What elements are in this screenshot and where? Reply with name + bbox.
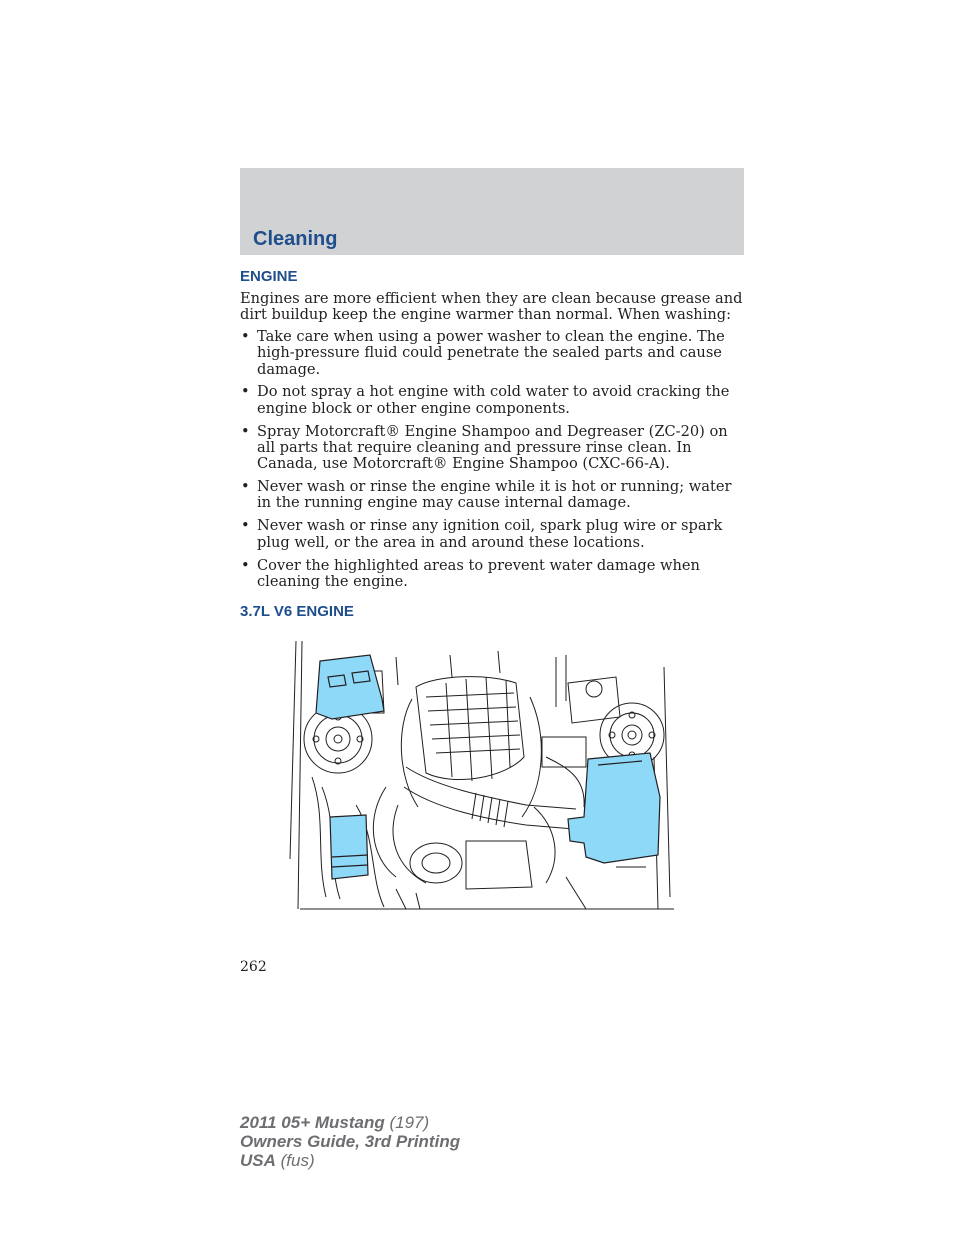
- bullet-icon: •: [241, 556, 250, 574]
- bullet-icon: •: [241, 383, 250, 401]
- bullet-icon: •: [241, 478, 250, 496]
- section-title: Cleaning: [253, 228, 338, 250]
- list-item: [240, 558, 746, 591]
- list-item-text: Cover the highlighted areas to prevent water damage when cleaning the engine.: [257, 556, 700, 590]
- footer-line-3: USA (fus): [240, 1151, 315, 1170]
- engine-intro: Engines are more efficient when they are clean because grease and dirt buildup keep the engine warmer than normal. When washing:: [240, 290, 743, 324]
- list-item-text: Never wash or rinse the engine while it is hot or running; water in the running engine may cause internal damage.: [257, 478, 732, 512]
- bullet-icon: •: [241, 517, 250, 535]
- engine-compartment-illustration: [286, 637, 678, 913]
- list-item: [240, 384, 746, 417]
- v6-engine-heading: 3.7L V6 ENGINE: [240, 603, 354, 620]
- list-item-text: Take care when using a power washer to clean the engine. The high-pressure fluid could penetrate the sealed parts and cause damage.: [257, 328, 725, 378]
- cleaning-tips-list: [240, 329, 746, 597]
- page-number: 262: [240, 959, 267, 975]
- list-item-text: Do not spray a hot engine with cold water to avoid cracking the engine block or other engine components.: [257, 383, 730, 417]
- list-item-text: Spray Motorcraft® Engine Shampoo and Degreaser (ZC-20) on all parts that require cleaning and pressure rinse clean. In Canada, use Motorcraft® Engine Shampoo (CXC-66-A).: [257, 422, 728, 473]
- footer-line-2: Owners Guide, 3rd Printing: [240, 1132, 461, 1151]
- bullet-icon: •: [241, 328, 250, 345]
- list-item: [240, 518, 746, 551]
- list-item: [240, 479, 746, 512]
- list-item: [240, 329, 746, 378]
- document-footer: [240, 1113, 460, 1170]
- engine-heading: ENGINE: [240, 268, 298, 285]
- bullet-icon: •: [241, 422, 250, 440]
- list-item: [240, 424, 746, 473]
- list-item-text: Never wash or rinse any ignition coil, spark plug wire or spark plug well, or the area in and around these locations.: [257, 517, 723, 551]
- footer-line-1: 2011 05+ Mustang (197): [240, 1113, 430, 1132]
